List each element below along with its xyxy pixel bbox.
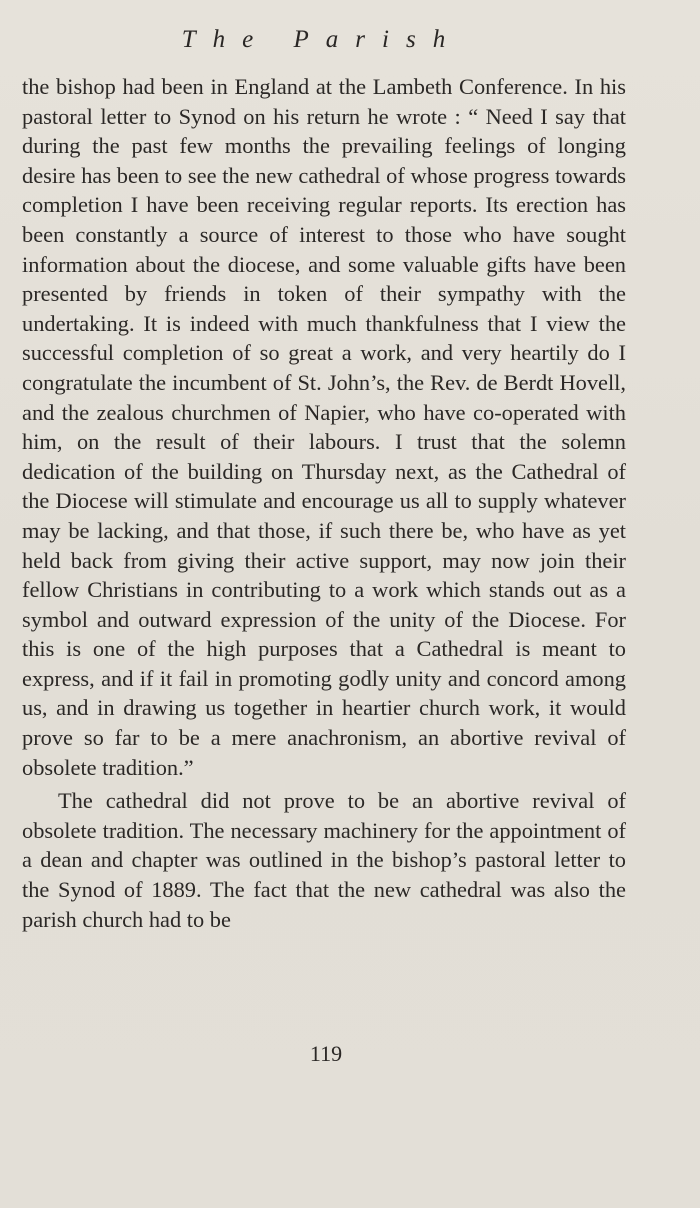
paragraph-quote: the bishop had been in England at the Lambeth Conference. In his pastoral letter to Synod on his return he wrote : “ Need I say that during the past few months the prevailing feelings of longing desire has been to see the new cathedral of whose progress towards completion I have been receiving regular reports. Its erection has been constantly a source of interest to those who have sought information about the diocese, and some valuable gifts have been presented by friends in token of their sympathy with the undertaking. It is indeed with much thankfulness that I view the successful completion of so great a work, and very heartily do I congratulate the incumbent of St. John’s, the Rev. de Berdt Hovell, and the zealous churchmen of Napier, who have co-operated with him, on the result of their labours. I trust that the solemn dedication of the building on Thursday next, as the Cathedral of the Diocese will stimulate and encourage us all to supply whatever may be lacking, and that those, if such there be, who have as yet held back from giving their active support, may now join their fellow Christians in contributing to a work which stands out as a symbol and outward expression of the unity of the Diocese. For this is one of the high purposes that a Cathedral is meant to express, and if it fail in promoting godly unity and concord among us, and in drawing us together in heartier church work, it would prove so far to be a mere anachronism, an abortive revival of obsolete tradition.”	[22, 74, 626, 780]
paragraph-cathedral: The cathedral did not prove to be an abortive revival of obsolete tradition. The necessary machinery for the appointment of a dean and chapter was outlined in the bishop’s pastoral letter to the Synod of 1889. The fact that the new cathedral was also the parish church had to be	[22, 788, 626, 932]
page-number: 119	[309, 1041, 343, 1066]
body-text	[22, 72, 626, 934]
running-head: The Parish	[181, 26, 463, 53]
